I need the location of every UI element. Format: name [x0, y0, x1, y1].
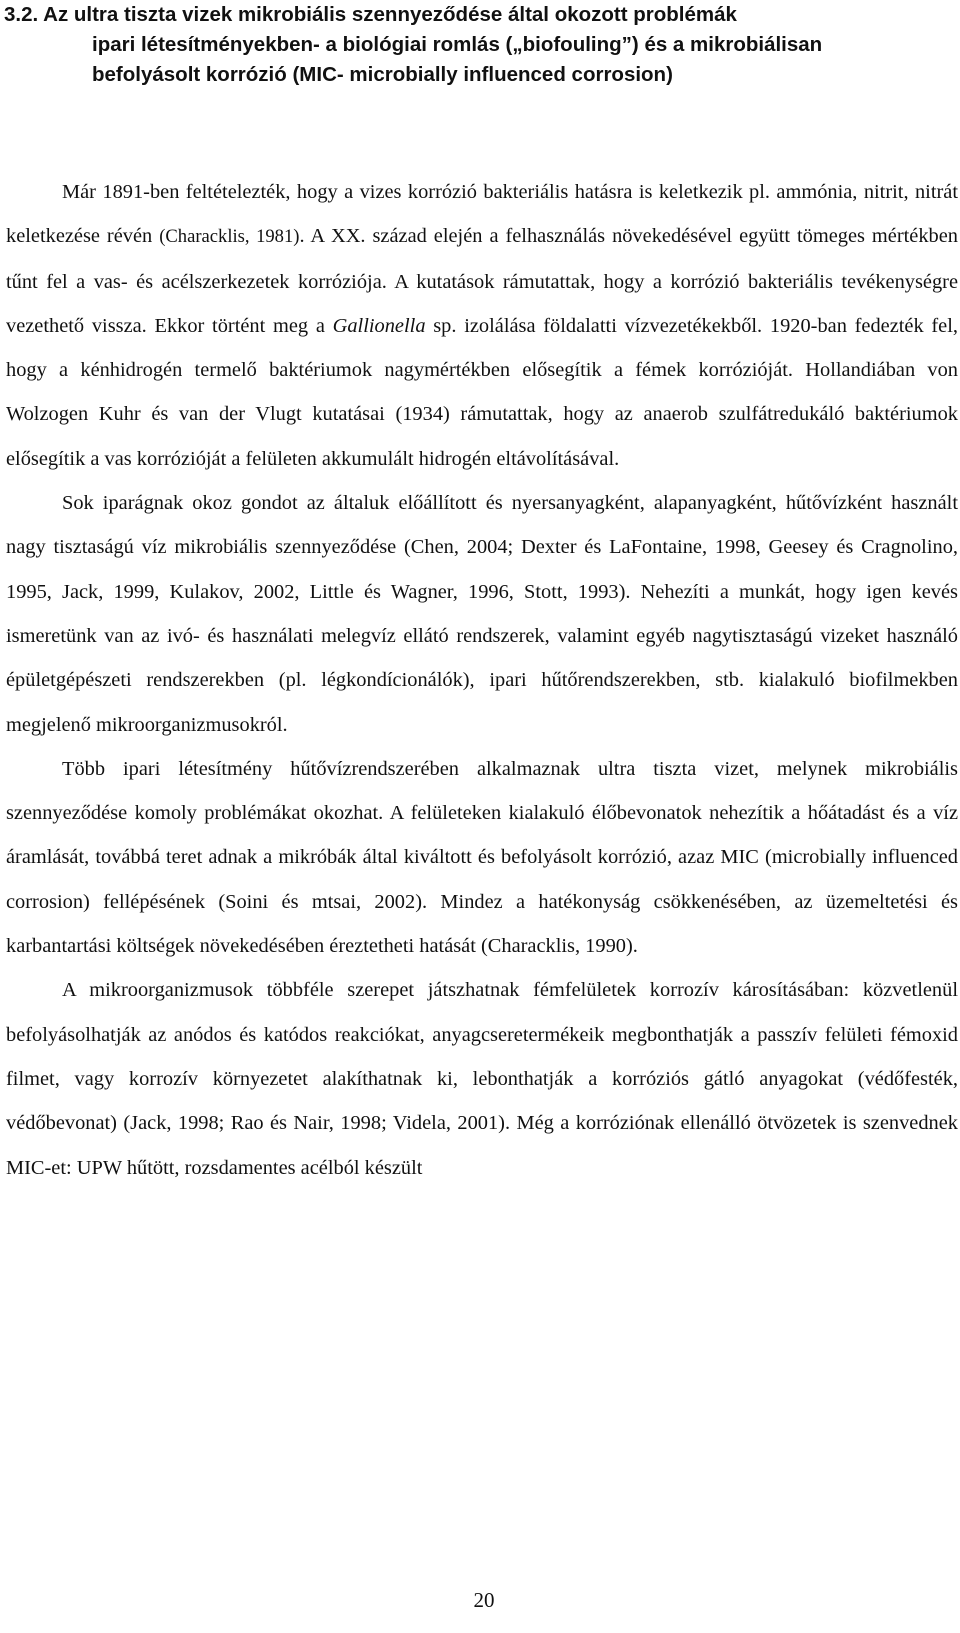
page-number: 20	[473, 1588, 495, 1612]
paragraph-4: A mikroorganizmusok többféle szerepet játszhatnak fémfelületek korrozív károsításában: közvetlenül befolyásolhatják az anódos és katódos reakciókat, anyagcseretermékeik megbonthatják a passzív felületi fémoxid filmet, vagy korrozív környezetet alakíthatnak ki, lebonthatják a korróziós gátló anyagokat (védőfesték, védőbevonat) (Jack, 1998; Rao és Nair, 1998; Videla, 2001). Még a korróziónak ellenálló ötvözetek is szenvednek MIC-et: UPW hűtött, rozsdamentes acélból készült	[6, 979, 958, 1179]
paragraph-1-part-b: . A XX. század elején a felhasználás növekedésével együtt tömeges mértékben tűnt fel a vas- és acélszerkezetek korróziója. A kutatások rámutattak, hogy a korrózió bakteriális tevékenységre vezethető vissza. Ekkor történt meg a	[6, 225, 958, 337]
body-text	[6, 170, 958, 1190]
heading-text-1: Az ultra tiszta vizek mikrobiális szennyeződése által okozott problémák	[43, 3, 737, 26]
paragraph-1-part-a: Már 1891-ben feltételezték, hogy a vizes korrózió bakteriális hatásra is keletkezik pl. ammónia, nitrit, nitrát keletkezése révén	[6, 181, 958, 248]
species-name-gallionella: Gallionella	[332, 314, 426, 337]
section-number: 3.2.	[4, 3, 39, 26]
page-footer	[0, 1588, 960, 1613]
paragraph-2: Sok iparágnak okoz gondot az általuk előállított és nyersanyagként, alapanyagként, hűtővízként használt nagy tisztaságú víz mikrobiális szennyeződése (Chen, 2004; Dexter és LaFontaine, 1998, Geesey és Cragnolino, 1995, Jack, 1999, Kulakov, 2002, Little és Wagner, 1996, Stott, 1993). Nehezíti a munkát, hogy igen kevés ismeretünk van az ivó- és használati melegvíz ellátó rendszerek, valamint egyéb nagytisztaságú vizeket használó épületgépészeti rendszerekben (pl. légkondícionálók), ipari hűtőrendszerekben, stb. kialakuló biofilmekben megjelenő mikroorganizmusokról.	[6, 492, 958, 736]
heading-line-2: ipari létesítményekben- a biológiai romlás („biofouling”) és a mikrobiálisan	[92, 33, 823, 56]
heading-line-3: befolyásolt korrózió (MIC- microbially influenced corrosion)	[92, 63, 673, 86]
heading-line-1	[4, 0, 737, 29]
citation-characklis-1981: (Characklis, 1981)	[159, 226, 300, 248]
paragraph-1-part-c: sp. izolálása földalatti vízvezetékekből. 1920-ban fedezték fel, hogy a kénhidrogén termelő baktériumok nagymértékben elősegítik a fémek korrózióját. Hollandiában von Wolzogen Kuhr és van der Vlugt kutatásai (1934) rámutattak, hogy az anaerob szulfátredukáló baktériumok elősegítik a vas korrózióját a felületen akkumulált hidrogén eltávolításával.	[6, 314, 958, 470]
paragraph-1	[6, 170, 958, 481]
paragraph-3: Több ipari létesítmény hűtővízrendszerében alkalmaznak ultra tiszta vizet, melynek mikrobiális szennyeződése komoly problémákat okozhat. A felületeken kialakuló élőbevonatok nehezítik a hőátadást és a víz áramlását, továbbá teret adnak a mikróbák által kiváltott és befolyásolt korrózió, azaz MIC (microbially influenced corrosion) fellépésének (Soini és mtsai, 2002). Mindez a hatékonyság csökkenésében, az üzemeltetési és karbantartási költségek növekedésében éreztetheti hatását (Characklis, 1990).	[6, 757, 958, 958]
